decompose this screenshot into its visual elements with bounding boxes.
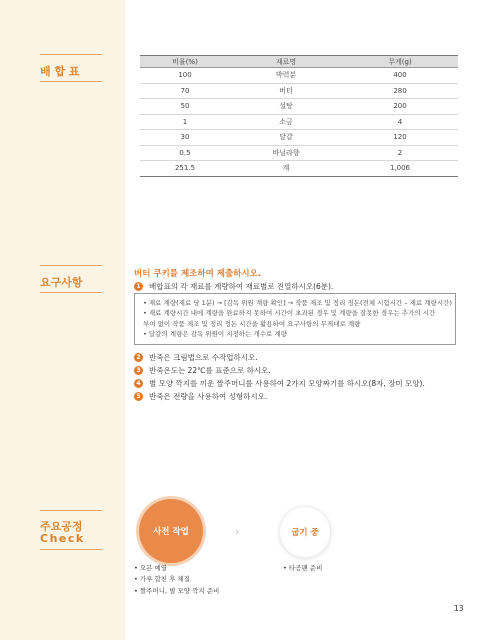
step-number-badge: 4 <box>134 379 143 388</box>
ratio-cell: 100 <box>140 68 230 84</box>
table-row <box>140 68 458 84</box>
requirement-step <box>134 365 271 376</box>
table-header-row <box>140 56 458 68</box>
baking-task-list <box>283 563 322 574</box>
ratio-cell: 0.5 <box>140 145 230 161</box>
table-row <box>140 130 458 146</box>
weight-cell: 200 <box>342 99 458 115</box>
column-header-weight: 무게(g) <box>342 56 458 68</box>
table-row <box>140 145 458 161</box>
weight-cell: 2 <box>342 145 458 161</box>
ratio-cell: 30 <box>140 130 230 146</box>
prep-task-list <box>134 563 219 597</box>
step-text: 반죽은 크림법으로 수작업하시오. <box>149 353 258 362</box>
note-line: • 달걀의 계량은 감독 위원이 지정하는 개수로 계량 <box>143 330 287 339</box>
step-number-badge: 5 <box>134 392 143 401</box>
requirement-step <box>134 352 258 363</box>
table-row <box>140 83 458 99</box>
stage-baking-label: 굽기 중 <box>291 528 319 538</box>
requirement-step <box>134 378 425 389</box>
requirement-step <box>134 391 267 402</box>
step-text: 반죽은 전량을 사용하여 성형하시오. <box>149 392 268 401</box>
requirement-step <box>134 281 333 292</box>
sidebar-rule <box>40 292 102 293</box>
page-number: 13 <box>454 604 464 613</box>
column-header-ingredient: 재료명 <box>230 56 342 68</box>
step-text: 별 모양 깍지를 끼운 짤주머니를 사용하여 2가지 모양짜기를 하시오(8자, 장미 모양). <box>149 379 425 388</box>
weight-cell: 4 <box>342 114 458 130</box>
process-section-label: 주요공정 <box>40 520 83 533</box>
total-ratio-cell: 251.5 <box>140 161 230 177</box>
sidebar-rule <box>40 81 102 82</box>
sidebar-rule <box>40 54 102 55</box>
sidebar-rule <box>40 549 102 550</box>
note-line: • 재료 계량(재료 당 1분) → [감독 위원 계량 확인] → 작품 제조 및 정리 정돈(전체 시험시간 – 재료 계량시간) <box>143 299 452 307</box>
total-weight-cell: 1,006 <box>342 161 458 177</box>
note-line: 부여 없이 작품 제조 및 정리 정돈 시간을 활용하여 요구사항의 무게대로 계량 <box>143 319 361 328</box>
table-total-row <box>140 161 458 177</box>
step-text: 반죽온도는 22℃를 표준으로 하시오. <box>149 366 271 375</box>
ingredient-cell: 버터 <box>230 83 342 99</box>
chevron-right-icon: › <box>235 525 240 538</box>
weight-cell: 280 <box>342 83 458 99</box>
ratio-cell: 70 <box>140 83 230 99</box>
ratio-cell: 1 <box>140 114 230 130</box>
list-item: • 짤주머니, 별 모양 깍지 준비 <box>134 586 220 595</box>
weight-cell: 400 <box>342 68 458 84</box>
step-text: 배합표의 각 재료를 계량하여 재료별로 진열하시오(6분). <box>149 282 334 291</box>
list-item: • 타공팬 준비 <box>283 564 323 572</box>
step-number-badge: 1 <box>134 282 143 291</box>
sidebar-rule <box>40 510 102 511</box>
note-line: • 재료 계량시간 내에 계량을 완료하지 못하여 시간이 초과된 경우 및 계량을 잘못한 경우는 추가의 시간 <box>143 309 436 318</box>
ingredient-cell: 박력분 <box>230 68 342 84</box>
table-row <box>140 114 458 130</box>
ingredient-cell: 설탕 <box>230 99 342 115</box>
ingredient-cell: 바닐라향 <box>230 145 342 161</box>
weight-cell: 120 <box>342 130 458 146</box>
ratio-cell: 50 <box>140 99 230 115</box>
total-label-cell: 계 <box>230 161 342 177</box>
column-header-ratio: 비율(%) <box>140 56 230 68</box>
note-box <box>134 293 456 345</box>
list-item: • 오븐 예열 <box>134 564 168 572</box>
ingredient-cell: 달걀 <box>230 130 342 146</box>
table-row <box>140 99 458 115</box>
recipe-table <box>140 55 458 177</box>
process-section-label-en: Check <box>40 532 85 545</box>
requirements-title: 버터 쿠키를 제조하여 제출하시오. <box>134 269 262 279</box>
recipe-section-label: 배 합 표 <box>40 65 80 78</box>
requirements-section-label: 요구사항 <box>40 276 83 289</box>
step-number-badge: 2 <box>134 353 143 362</box>
stage-prep-label: 사전 작업 <box>153 527 189 537</box>
stage-baking-circle <box>279 506 331 558</box>
sidebar-rule <box>40 265 102 266</box>
ingredient-cell: 소금 <box>230 114 342 130</box>
stage-prep-circle <box>139 499 203 563</box>
step-number-badge: 3 <box>134 366 143 375</box>
list-item: • 가루 합친 후 체질 <box>134 575 191 584</box>
